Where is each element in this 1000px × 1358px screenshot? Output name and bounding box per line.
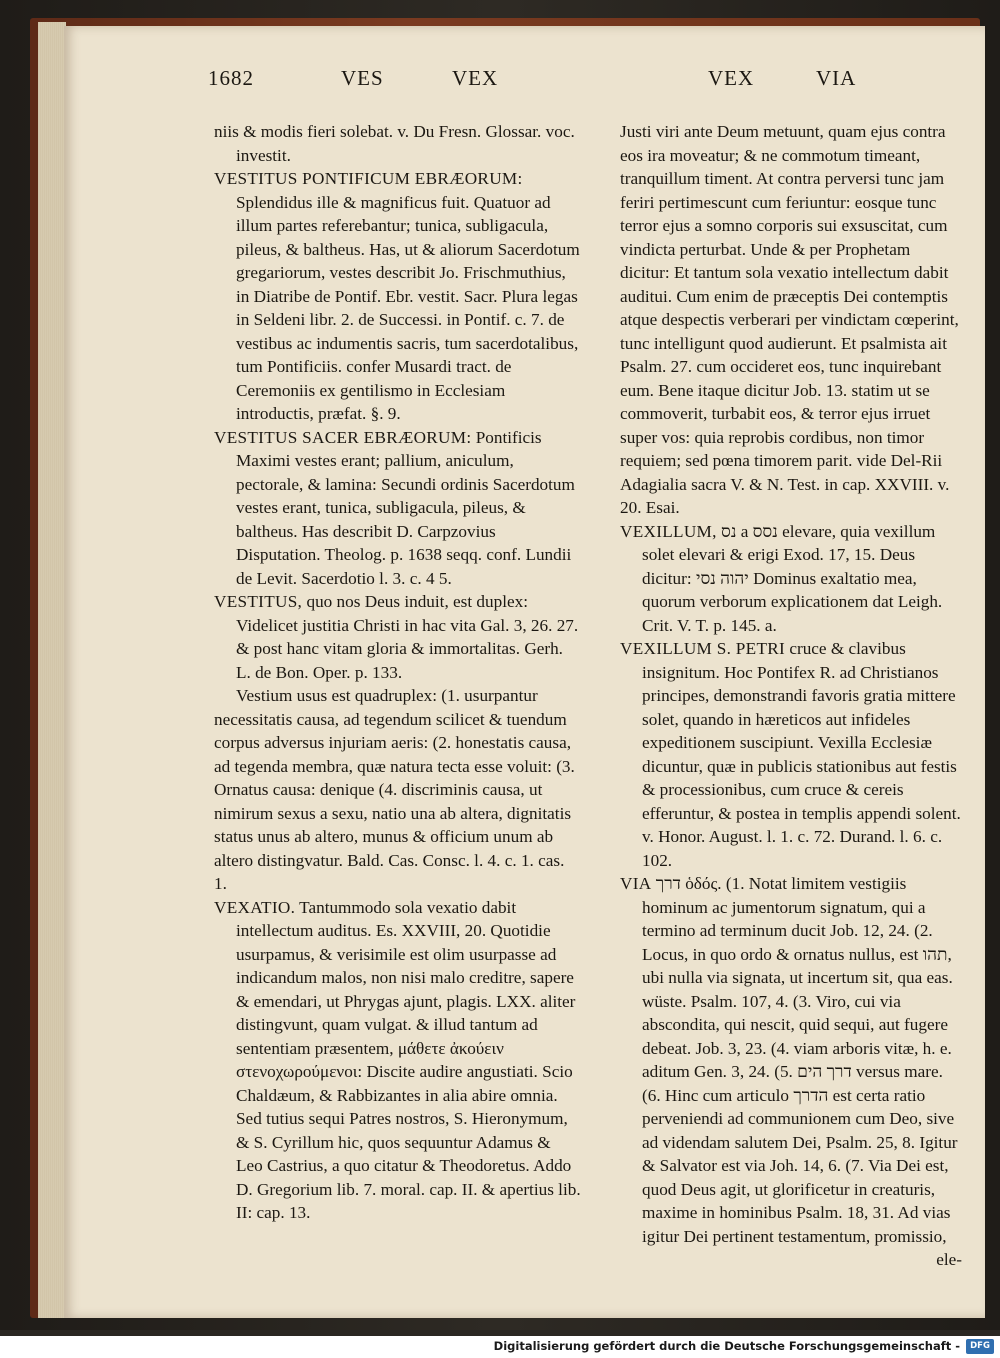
entry-text: נס a נסס elevare, quia vexillum solet elevari & erigi Exod. 17, 15. Deus dicitur: יהוה נסי Dominus exaltatio mea, quorum verborum explicationem dat Leigh. Crit. V. T. p. 145. a. — [642, 521, 943, 635]
entry-vexatio — [214, 896, 581, 1225]
entry-text: Pontificis Maximi vestes erant; pallium, aniculum, pectorale, & lamina: Secundi ordinis Sacerdotum vestes erant, tunica, subligacula, pileus, & baltheus. Has describit D. Carpzovius Disputation. Theolog. p. 1638 seqq. conf. Lundii de Levit. Sacerdotio l. 3. c. 4 5. — [236, 427, 575, 588]
lemma: VIA — [620, 874, 652, 893]
lemma: VEXILLUM, — [620, 521, 717, 541]
page-edges — [38, 22, 66, 1318]
left-column — [214, 120, 581, 1225]
entry-text: דרך ὁδός. (1. Notat limitem vestigiis hominum ac jumentorum signatum, qui a termino ad terminum ducit Job. 12, 24. (2. Locus, in quo ordo & ornatus nullus, est תהו, ubi nulla via signata, ut incertum sit, qua eas. wüste. Psalm. 107, 4. (3. Viro, cui via abscondita, qui nescit, quid sequi, aut fugere debeat. Job. 3, 23. (4. viam arboris vitæ, h. e. aditum Gen. 3, 24. (5. דרך הים versus mare. (6. Hinc cum articulo הדרך est certa ratio perveniendi ad communionem cum Deo, sive ad videndam salutem Dei, Psalm. 25, 8. Igitur & Salvator est via Joh. 14, 6. (7. Via Dei est, quod Deus agit, ut glorificetur in creaturis, maxime in hominibus Psalm. 18, 31. Ad vias igitur Dei pertinent testamentum, promissio, — [642, 874, 958, 1246]
entry-text: Splendidus ille & magnificus fuit. Quatuor ad illum partes referebantur; tunica, subligacula, pileus, & baltheus. Has, ut & aliorum Sacerdotum gregariorum, vestes describit Jo. Frischmuthius, in Diatribe de Pontif. Ebr. vestit. Sacr. Plura legas in Seldeni libr. 2. de Successi. in Pontif. c. 7. de vestibus ac indumentis sacris, tum sacerdotalibus, tum Pontificiis. confer Musardi tract. de Ceremoniis ex gentilismo in Ecclesiam introductis, præfat. §. 9. — [236, 192, 580, 423]
header-right-word-2: VIA — [816, 66, 857, 90]
book-page — [64, 26, 985, 1318]
lemma: VESTITUS PONTIFICUM EBRÆORUM: — [214, 169, 523, 188]
header-left-word-1: VES — [341, 66, 384, 90]
entry-vestitus-pontificum — [214, 167, 581, 426]
lemma: VEXATIO. — [214, 897, 296, 917]
page-number: 1682 — [208, 66, 254, 90]
entry-vestitus — [214, 590, 581, 684]
entry-via — [620, 872, 962, 1248]
continuation-text: Justi viri ante Deum metuunt, quam ejus contra eos ira moveatur; & ne commotum timeant, tranquillum timent. At contra perversi tunc jam feriri pertimescunt cum feriuntur: eosque tunc terror ejus a somno corporis sui exsuscitat, cum vindicta perturbat. Unde & per Prophetam dicitur: Et tantum sola vexatio intellectum dabit auditui. Cum enim de præceptis Dei contemptis atque despectis verberari per vindictam cœperint, tunc intelligunt quod audierunt. Et psalmista ait Psalm. 27. cum occideret eos, tunc inquirebant eum. Bene itaque dicitur Job. 13. statim ut se commoverit, turbabit eos, & terror ejus irruet super vos: quia reprobis cordibus, non timor requiem; sed pœna timorem parit. vide Del-Rii Adagialia sacra V. & N. Test. in cap. XXVIII. v. 20. Esai. — [620, 122, 959, 517]
continuation-text: niis & modis fieri solebat. v. Du Fresn. Glossar. voc. investit. — [214, 122, 575, 165]
lemma: VESTITUS, — [214, 592, 303, 611]
header-left-word-2: VEX — [452, 66, 499, 90]
entry-text: cruce & clavibus insignitum. Hoc Pontifex R. ad Christianos principes, demonstrandi favoris gratia mittere solet, quando in hæreticos aut infideles expeditionem suscipiunt. Vexilla Ecclesiæ dicuntur, quæ in publicis stationibus aut festis & processionibus, cum cruce & cereis efferuntur, & postea in templis appendi solent. v. Honor. August. l. 1. c. 72. Durand. l. 6. c. 102. — [642, 639, 961, 870]
entry-text: quo nos Deus induit, est duplex: Videlicet justitia Christi in hac vita Gal. 3, 26. 27. & post hanc vitam gloria & immortalitas. Gerh. L. de Bon. Oper. p. 133. — [236, 592, 579, 682]
footer-bar — [0, 1336, 1000, 1358]
entry-text: Tantummodo sola vexatio dabit intellectum auditus. Es. XXVIII, 20. Quotidie usurpamus, & verisimile est olim usurpasse ad indicandum malos, non nisi malo creditre, sapere & emendari, ut Phrygas ajunt, plagis. LXX. aliter distingvunt, quam vulgat. & illud tantum ad sententiam præsentem, μάθετε ἀκούειν στενοχωρούμενοι: Discite audire angustiati. Scio Chaldæum, & Rabbizantes in alia abire omnia. Sed tutius sequi Patres nostros, S. Hieronymum, & S. Cyrillum hic, quos sequuntur Adamus & Leo Castrius, a quo citatur & Theodoretus. Addo D. Gregorium lib. 7. moral. cap. II. & apertius lib. II: cap. 13. — [236, 897, 581, 1222]
catchword: ele- — [936, 1250, 962, 1269]
paragraph-vestium-usus: Vestium usus est quadruplex: (1. usurpantur necessitatis causa, ad tegendum scilicet & tuendum corpus adversus injuriam aeris: (2. honestatis causa, ad tegenda membra, quæ natura tecta esse voluit: (3. Ornatus causa: denique (4. discriminis causa, ut nimirum sexus a sexu, natio una ab altera, dignitatis status unus ab altero, munus & officium unum ab altero distingvatur. Bald. Cas. Consc. l. 4. c. 1. cas. 1. — [214, 686, 575, 893]
entry-vestitus-sacer — [214, 426, 581, 591]
right-column — [620, 120, 962, 1272]
entry-vexillum-s-petri — [620, 637, 962, 872]
dfg-logo-icon: DFG — [966, 1339, 994, 1354]
header-right-word-1: VEX — [708, 66, 755, 90]
lemma: VESTITUS SACER EBRÆORUM: — [214, 427, 472, 447]
entry-vexillum — [620, 520, 962, 638]
funding-notice: Digitalisierung gefördert durch die Deutsche Forschungsgemeinschaft - — [493, 1339, 960, 1353]
lemma: VEXILLUM S. PETRI — [620, 639, 786, 658]
